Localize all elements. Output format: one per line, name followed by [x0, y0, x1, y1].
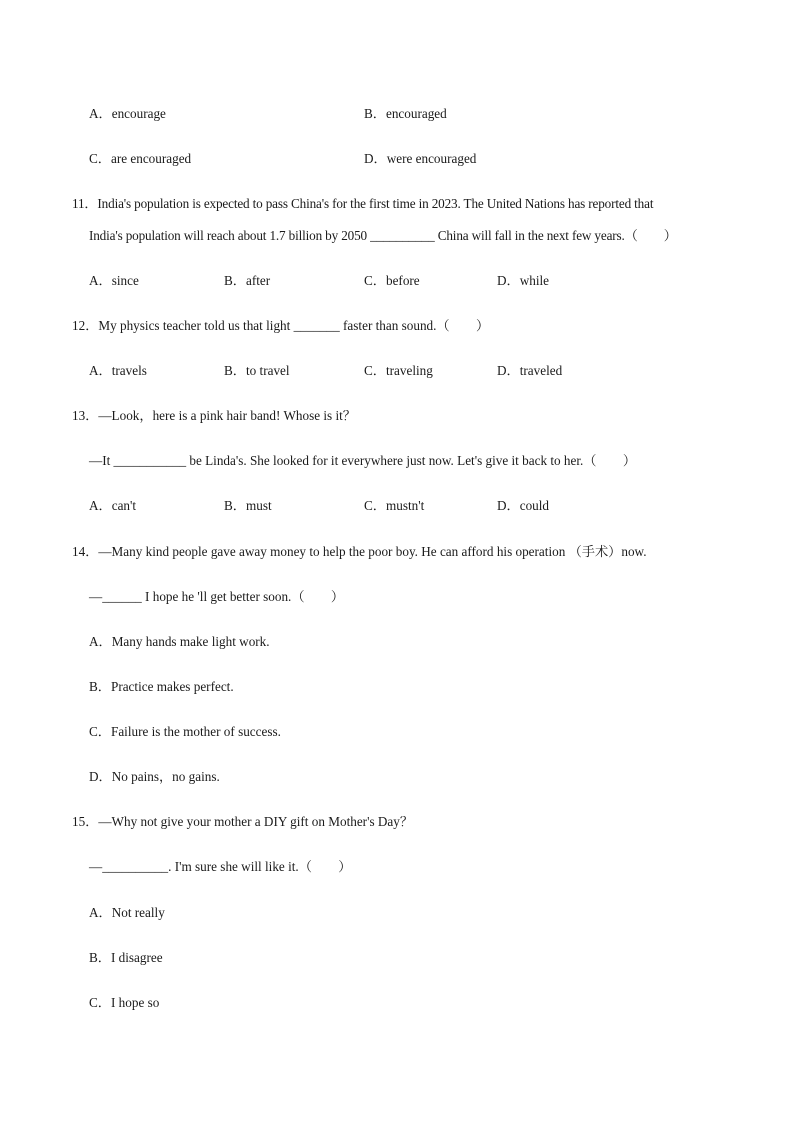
q11-option-d: D．while	[497, 273, 550, 288]
q14-option-d: D．No pains，no gains.	[89, 769, 220, 784]
q13-option-d: D．could	[497, 498, 550, 513]
q13-option-c: C．mustn't	[364, 498, 425, 513]
q13-stem-line1: 13．—Look，here is a pink hair band! Whose is it？	[72, 408, 356, 423]
q14-option-c: C．Failure is the mother of success.	[89, 724, 281, 739]
q12-option-d: D．traveled	[497, 363, 563, 378]
q15-option-b: B．I disagree	[89, 950, 163, 965]
q10-option-a: A．encourage	[89, 106, 166, 121]
q11-stem-line1: 11．India's population is expected to pass China's for the first time in 2023. The United Nations has reported that	[72, 196, 654, 211]
q11-stem-line2: India's population will reach about 1.7 billion by 2050 __________ China will fall in the next few years.（ ）	[89, 228, 677, 243]
q13-stem-line2: —It ___________ be Linda's. She looked for it everywhere just now. Let's give it back to her.（ ）	[89, 453, 637, 468]
q12-option-a: A．travels	[89, 363, 147, 378]
q11-option-b: B．after	[224, 273, 271, 288]
q12-stem: 12．My physics teacher told us that light _______ faster than sound.（ ）	[72, 318, 490, 333]
q14-option-a: A．Many hands make light work.	[89, 634, 270, 649]
q13-option-a: A．can't	[89, 498, 137, 513]
q14-option-b: B．Practice makes perfect.	[89, 679, 234, 694]
q15-stem-line2: —__________. I'm sure she will like it.（ ）	[89, 859, 352, 874]
q11-option-a: A．since	[89, 273, 139, 288]
q14-stem-line2: —______ I hope he 'll get better soon.（ ）	[89, 589, 345, 604]
q10-option-c: C．are encouraged	[89, 151, 192, 166]
q14-stem-line1: 14．—Many kind people gave away money to help the poor boy. He can afford his operation （手术）now.	[72, 544, 647, 559]
q11-option-c: C．before	[364, 273, 420, 288]
q13-option-b: B．must	[224, 498, 272, 513]
q10-option-d: D．were encouraged	[364, 151, 477, 166]
q10-option-b: B．encouraged	[364, 106, 447, 121]
q15-stem-line1: 15．—Why not give your mother a DIY gift on Mother's Day？	[72, 814, 414, 829]
q15-option-c: C．I hope so	[89, 995, 160, 1010]
q12-option-b: B．to travel	[224, 363, 290, 378]
q12-option-c: C．traveling	[364, 363, 433, 378]
q15-option-a: A．Not really	[89, 905, 165, 920]
